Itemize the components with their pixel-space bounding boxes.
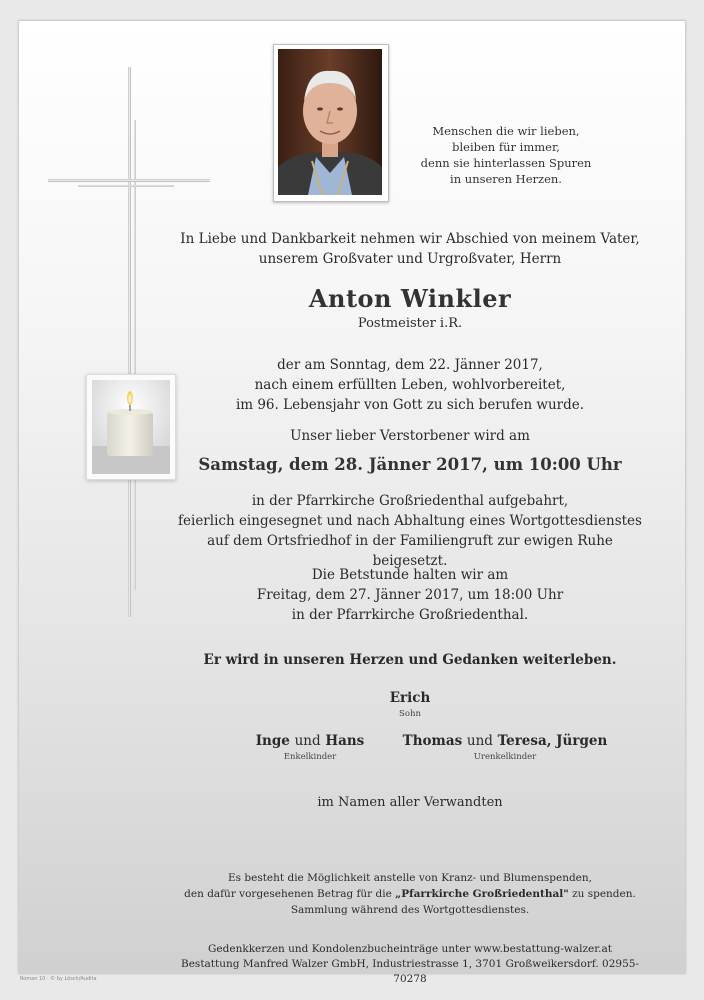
donation-line-2-post: zu spenden.: [568, 888, 636, 900]
cross-vertical-bar-inner: [134, 120, 136, 590]
funeral-details: in der Pfarrkirche Großriedenthal aufgebahrt, feierlich eingesegnet und nach Abhaltung eines Wortgottesdienstes auf dem Ortsfriedhof in der Familiengruft zur ewigen Ruhe beigesetzt.: [178, 493, 642, 569]
great-grandchildren-names: [400, 733, 610, 749]
cross-horizontal-bar-inner: [78, 185, 174, 187]
donation-line-2-pre: den dafür vorgesehenen Betrag für die: [184, 888, 396, 900]
grandchild-name-2: Hans: [325, 733, 365, 749]
mourner-grandchildren: [225, 733, 395, 762]
portrait-photo: [273, 44, 389, 202]
grandchildren-role: Enkelkinder: [283, 752, 337, 762]
funeral-date: Samstag, dem 28. Jänner 2017, um 10:00 Uhr: [198, 455, 622, 474]
donation-line-2: [170, 886, 650, 902]
funeral-intro: Unser lieber Verstorbener wird am: [290, 428, 530, 444]
candle-image: [86, 374, 176, 480]
son-role: Sohn: [399, 709, 421, 719]
donation-line-1: Es besteht die Möglichkeit anstelle von Kranz- und Blumenspenden,: [228, 872, 592, 884]
conjunction: und: [294, 733, 321, 749]
relatives-line: im Namen aller Verwandten: [317, 795, 503, 810]
farewell-intro: In Liebe und Dankbarkeit nehmen wir Abschied von meinem Vater, unserem Großvater und Urgroßvater, Herrn: [180, 231, 640, 267]
son-name: Erich: [389, 690, 431, 706]
cross-vertical-bar: [128, 67, 131, 617]
conjunction: und: [466, 733, 493, 749]
death-notice-text: der am Sonntag, dem 22. Jänner 2017, nach einem erfüllten Leben, wohlvorbereitet, im 96. Lebensjahr von Gott zu sich berufen wurde.: [235, 357, 585, 413]
great-grandchild-name-1: Thomas: [402, 733, 463, 749]
great-grandchild-names-2: Teresa, Jürgen: [497, 733, 608, 749]
grandchild-name-1: Inge: [255, 733, 290, 749]
prayer-service: Die Betstunde halten wir am Freitag, dem 27. Jänner 2017, um 18:00 Uhr in der Pfarrkirche Großriedenthal.: [256, 567, 564, 623]
cross-horizontal-bar: [48, 179, 210, 182]
donation-notice: [170, 870, 650, 918]
mourner-great-grandchildren: [400, 733, 610, 762]
memorial-quote: Menschen die wir lieben, bleiben für immer, denn sie hinterlassen Spuren in unseren Herzen.: [420, 124, 592, 186]
great-grandchildren-role: Urenkelkinder: [473, 752, 537, 762]
grandchildren-names: [225, 733, 395, 749]
mourner-son: [330, 690, 490, 719]
funeral-home-footer: Gedenkkerzen und Kondolenzbucheinträge unter www.bestattung-walzer.at Bestattung Manfred Walzer GmbH, Industriestrasse 1, 3701 Großweikersdorf. 02955-70278: [181, 943, 639, 985]
closing-line: Er wird in unseren Herzen und Gedanken weiterleben.: [203, 652, 617, 668]
donation-line-3: Sammlung während des Wortgottesdienstes.: [290, 904, 530, 916]
print-credit: Roman 10 · © by Lösch/Audita: [20, 976, 97, 982]
donation-recipient: „Pfarrkirche Großriedenthal": [395, 888, 569, 900]
deceased-occupation: Postmeister i.R.: [357, 316, 463, 331]
deceased-name: Anton Winkler: [308, 284, 512, 313]
